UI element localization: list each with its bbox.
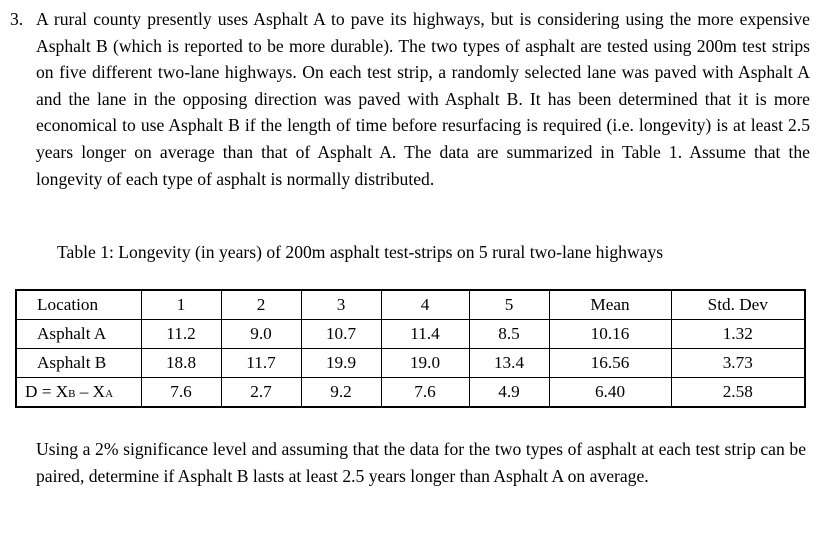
row-label: Asphalt A xyxy=(16,320,141,349)
row-label xyxy=(16,378,141,408)
table-cell: 18.8 xyxy=(141,349,221,378)
problem-text: A rural county presently uses Asphalt A to pave its highways, but is considering using the more expensive Asphalt B (which is reported to be more durable). The two types of asphalt are tested using 200m test strips on five different two-lane highways. On each test strip, a randomly selected lane was paved with Asphalt A and the lane in the opposing direction was paved with Asphalt B. It has been determined that it is more economical to use Asphalt B if the length of time before resurfacing is required (i.e. longevity) is at least 2.5 years longer on average than that of Asphalt A. The data are summarized in Table 1. Assume that the longevity of each type of asphalt is normally distributed. xyxy=(36,9,810,189)
problem-number: 3. xyxy=(10,9,24,29)
header-cell: 5 xyxy=(469,290,549,320)
table-cell: 1.32 xyxy=(671,320,805,349)
header-cell: 3 xyxy=(301,290,381,320)
longevity-table xyxy=(15,289,806,408)
header-cell: Std. Dev xyxy=(671,290,805,320)
table-cell: 10.7 xyxy=(301,320,381,349)
label-subscript: A xyxy=(105,388,114,400)
table-cell: 2.58 xyxy=(671,378,805,408)
table-cell: 9.0 xyxy=(221,320,301,349)
table-cell: 6.40 xyxy=(549,378,671,408)
table-row xyxy=(16,349,805,378)
label-subscript: B xyxy=(68,388,76,400)
table-cell: 8.5 xyxy=(469,320,549,349)
table-cell: 19.9 xyxy=(301,349,381,378)
table-cell: 11.7 xyxy=(221,349,301,378)
label-part: – X xyxy=(75,382,106,401)
problem-statement xyxy=(10,6,810,192)
header-cell: 2 xyxy=(221,290,301,320)
header-cell: 1 xyxy=(141,290,221,320)
table-cell: 11.4 xyxy=(381,320,469,349)
table-caption: Table 1: Longevity (in years) of 200m asphalt test-strips on 5 rural two-lane highways xyxy=(57,242,664,262)
table-row xyxy=(16,320,805,349)
table-cell: 19.0 xyxy=(381,349,469,378)
question-text: Using a 2% significance level and assuming that the data for the two types of asphalt at each test strip can be paired, determine if Asphalt B lasts at least 2.5 years longer than Asphalt A on average. xyxy=(36,439,806,486)
table-cell: 4.9 xyxy=(469,378,549,408)
table-cell: 11.2 xyxy=(141,320,221,349)
header-cell: Location xyxy=(16,290,141,320)
header-cell: 4 xyxy=(381,290,469,320)
row-label: Asphalt B xyxy=(16,349,141,378)
table-cell: 7.6 xyxy=(141,378,221,408)
table-cell: 10.16 xyxy=(549,320,671,349)
table-cell: 16.56 xyxy=(549,349,671,378)
table-header-row xyxy=(16,290,805,320)
table-cell: 13.4 xyxy=(469,349,549,378)
table-cell: 9.2 xyxy=(301,378,381,408)
header-cell: Mean xyxy=(549,290,671,320)
table-cell: 7.6 xyxy=(381,378,469,408)
label-part: D = X xyxy=(25,382,69,401)
table-cell: 2.7 xyxy=(221,378,301,408)
table-row xyxy=(16,378,805,408)
table-cell: 3.73 xyxy=(671,349,805,378)
